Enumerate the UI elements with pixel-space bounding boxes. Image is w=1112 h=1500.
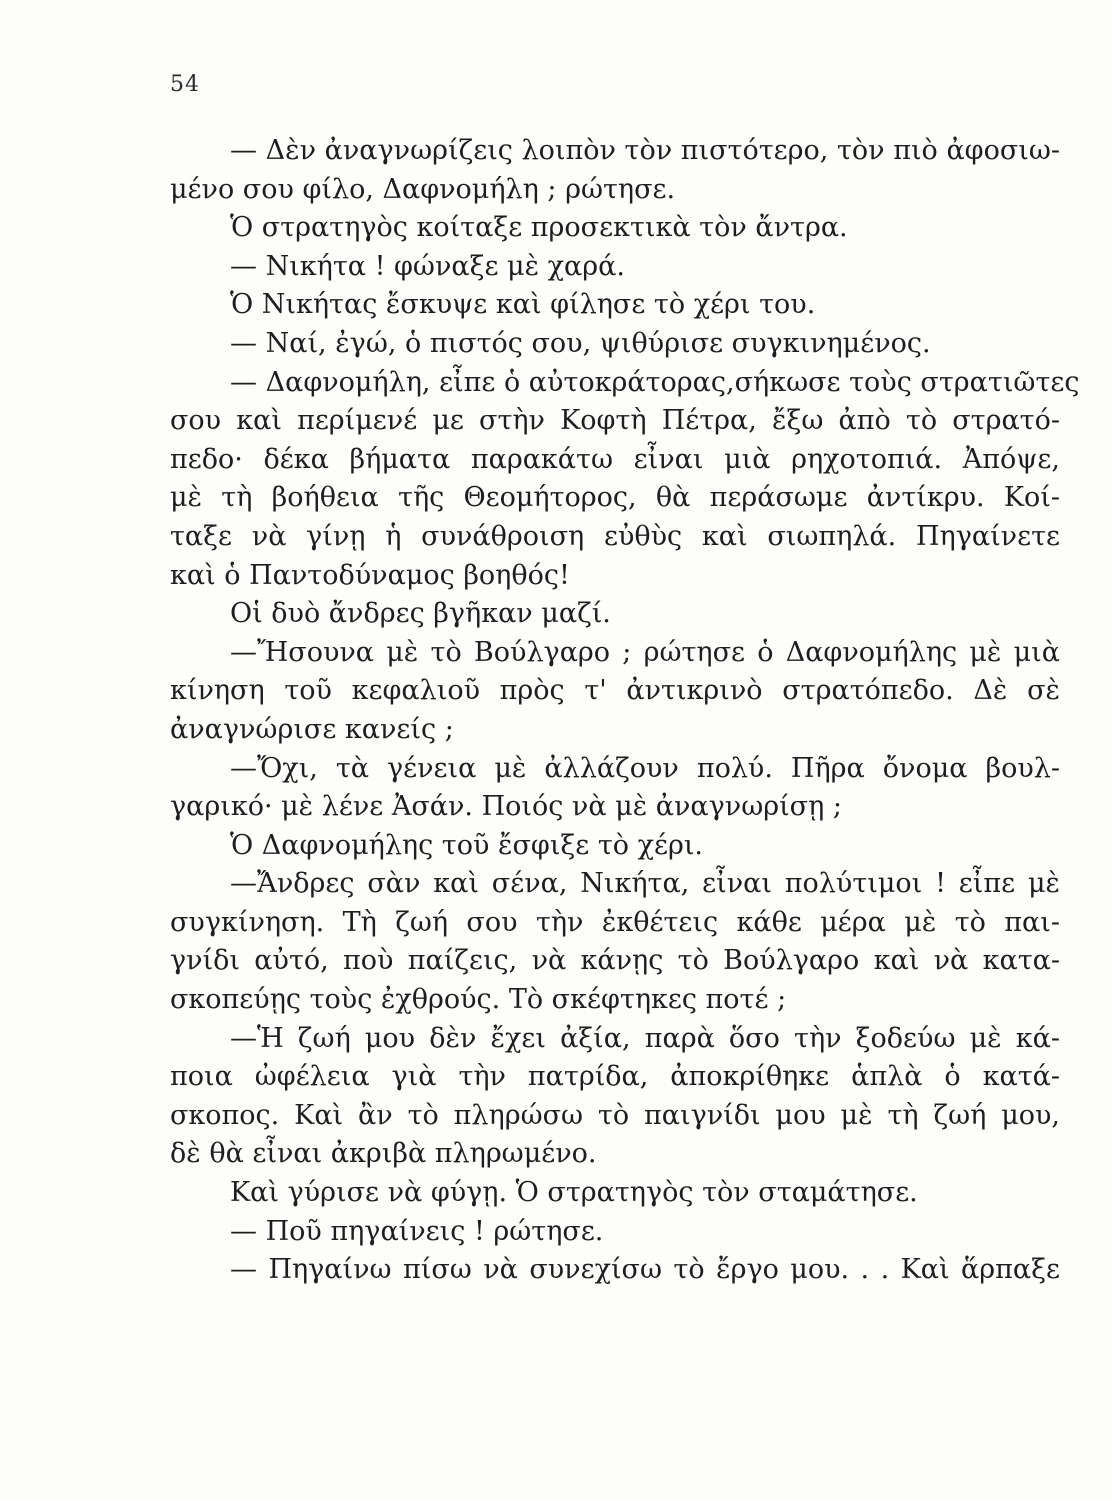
text-line: —Ὄχι, τὰ γένεια μὲ ἀλλάζουν πολύ. Πῆρα ὄνομα βουλ-: [230, 752, 1060, 784]
text-line: ποια ὠφέλεια γιὰ τὴν πατρίδα, ἀποκρίθηκε ἁπλὰ ὁ κατά-: [170, 1061, 1060, 1093]
text-line: —Ἤσουνα μὲ τὸ Βούλγαρο ; ρώτησε ὁ Δαφνομήλης μὲ μιὰ: [230, 636, 1060, 668]
body-text: [170, 132, 1080, 1290]
text-line: Ὁ στρατηγὸς κοίταξε προσεκτικὰ τὸν ἄντρα.: [230, 212, 848, 244]
text-line: ταξε νὰ γίνῃ ἡ συνάθροιση εὐθὺς καὶ σιωπηλά. Πηγαίνετε: [170, 520, 1060, 552]
text-line: πεδο· δέκα βήματα παρακάτω εἶναι μιὰ ρηχοτοπιά. Ἀπόψε,: [170, 443, 1060, 475]
text-line: — Δὲν ἀναγνωρίζεις λοιπὸν τὸν πιστότερο, τὸν πιὸ ἀφοσιω-: [230, 135, 1060, 166]
text-line: γαρικό· μὲ λένε Ἀσάν. Ποιός νὰ μὲ ἀναγνωρίσῃ ;: [170, 791, 842, 823]
text-line: Οἱ δυὸ ἄνδρες βγῆκαν μαζί.: [230, 598, 611, 630]
text-line: —Ἡ ζωή μου δὲν ἔχει ἀξία, παρὰ ὅσο τὴν ξοδεύω μὲ κά-: [230, 1022, 1060, 1054]
text-line: σου καὶ περίμενέ με στὴν Κοφτὴ Πέτρα, ἔξω ἀπὸ τὸ στρατό-: [170, 405, 1060, 437]
text-line: — Πηγαίνω πίσω νὰ συνεχίσω τὸ ἔργο μου. . . Καὶ ἅρπαξε: [230, 1254, 1060, 1286]
text-line: συγκίνηση. Τὴ ζωή σου τὴν ἐκθέτεις κάθε μέρα μὲ τὸ παι-: [170, 906, 1060, 938]
text-line: — Νικήτα ! φώναξε μὲ χαρά.: [230, 250, 625, 282]
text-line: Ὁ Νικήτας ἔσκυψε καὶ φίλησε τὸ χέρι του.: [230, 289, 816, 321]
page-number: 54: [170, 72, 200, 97]
text-line: σκοπεύῃς τοὺς ἐχθρούς. Τὸ σκέφτηκες ποτέ ;: [170, 984, 787, 1016]
text-line: — Ναί, ἐγώ, ὁ πιστός σου, ψιθύρισε συγκινημένος.: [230, 327, 931, 359]
text-line: μὲ τὴ βοήθεια τῆς Θεομήτορος, θὰ περάσωμε ἀντίκρυ. Κοί-: [170, 482, 1060, 514]
text-line: — Δαφνομήλη, εἶπε ὁ αὐτοκράτορας,σήκωσε τοὺς στρατιῶτες: [230, 366, 1080, 398]
text-line: σκοπος. Καὶ ἂν τὸ πληρώσω τὸ παιγνίδι μου μὲ τὴ ζωή μου,: [170, 1099, 1060, 1131]
text-line: —Ἄνδρες σὰν καὶ σένα, Νικήτα, εἶναι πολύτιμοι ! εἶπε μὲ: [230, 868, 1060, 900]
text-line: δὲ θὰ εἶναι ἀκριβὰ πληρωμένο.: [170, 1138, 597, 1170]
text-line: ἀναγνώρισε κανείς ;: [170, 713, 454, 745]
text-line: γνίδι αὐτό, ποὺ παίζεις, νὰ κάνῃς τὸ Βούλγαρο καὶ νὰ κατα-: [170, 945, 1060, 977]
text-line: μένο σου φίλο, Δαφνομήλη ; ρώτησε.: [170, 173, 676, 205]
text-line: — Ποῦ πηγαίνεις ! ρώτησε.: [230, 1215, 604, 1247]
text-line: Ὁ Δαφνομήλης τοῦ ἔσφιξε τὸ χέρι.: [230, 829, 704, 861]
text-line: Καὶ γύρισε νὰ φύγῃ. Ὁ στρατηγὸς τὸν σταμάτησε.: [230, 1177, 918, 1209]
text-line: κίνηση τοῦ κεφαλιοῦ πρὸς τ' ἀντικρινὸ στρατόπεδο. Δὲ σὲ: [170, 675, 1060, 707]
text-line: καὶ ὁ Παντοδύναμος βοηθός!: [170, 559, 570, 591]
